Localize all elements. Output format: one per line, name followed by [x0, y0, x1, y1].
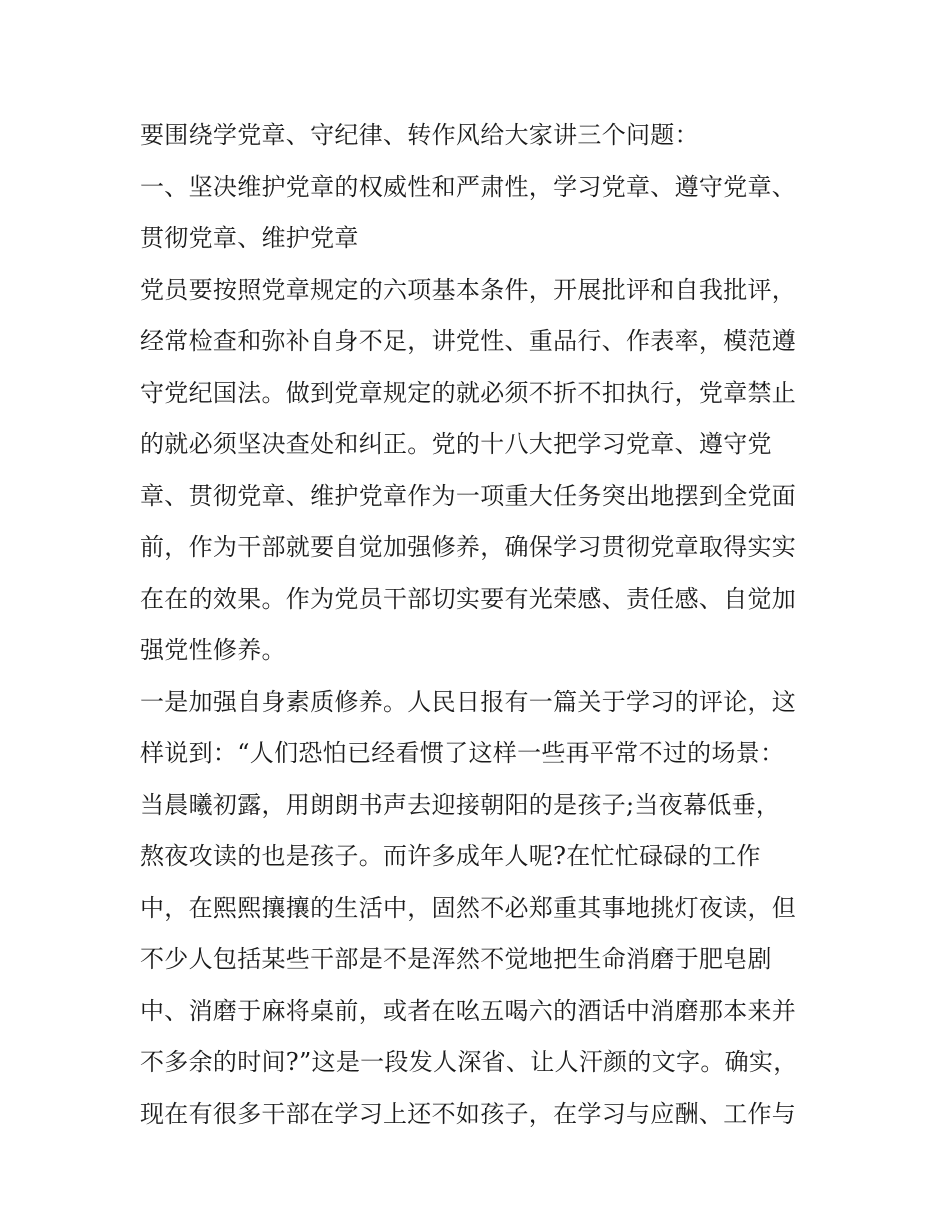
paragraph-line: 熬夜攻读的也是孩子。而许多成年人呢?在忙忙碌碌的工作: [140, 842, 761, 870]
paragraph-line: 一是加强自身素质修养。人民日报有一篇关于学习的评论，这: [140, 687, 797, 716]
paragraph-line: 强党性修养。: [140, 636, 286, 664]
paragraph-line: 守党纪国法。做到党章规定的就必须不折不扣执行，党章禁止: [140, 378, 797, 407]
paragraph-line: 中、消磨于麻将桌前，或者在吆五喝六的酒话中消磨那本来并: [140, 996, 797, 1025]
paragraph-line: 当晨曦初露，用朗朗书声去迎接朝阳的是孩子;当夜幕低垂，: [140, 790, 781, 819]
paragraph-line: 党员要按照党章规定的六项基本条件，开展批评和自我批评，: [140, 275, 797, 304]
paragraph-line: 前，作为干部就要自觉加强修养，确保学习贯彻党章取得实实: [140, 533, 797, 561]
paragraph-line: 不多余的时间?”这是一段发人深省、让人汗颜的文字。确实，: [140, 1048, 798, 1076]
paragraph-line: 经常检查和弥补自身不足，讲党性、重品行、作表率，模范遵: [140, 327, 797, 355]
paragraph-line: 在在的效果。作为党员干部切实要有光荣感、责任感、自觉加: [140, 584, 797, 613]
body-text: [140, 110, 820, 1140]
paragraph-line: 样说到：“人们恐怕已经看惯了这样一些再平常不过的场景：: [140, 739, 785, 767]
paragraph-line: 章、贯彻党章、维护党章作为一项重大任务突出地摆到全党面: [140, 481, 797, 510]
paragraph-line: 不少人包括某些干部是不是浑然不觉地把生命消磨于肥皂剧: [140, 945, 772, 973]
paragraph-line: 现在有很多干部在学习上还不如孩子，在学习与应酬、工作与: [140, 1099, 797, 1128]
intro-line: 要围绕学党章、守纪律、转作风给大家讲三个问题：: [140, 121, 699, 149]
section-heading-line: 一、坚决维护党章的权威性和严肃性，学习党章、遵守党章、: [140, 172, 797, 201]
section-heading-line: 贯彻党章、维护党章: [140, 224, 359, 252]
paragraph-line: 中，在熙熙攘攘的生活中，固然不必郑重其事地挑灯夜读，但: [140, 893, 797, 922]
paragraph-line: 的就必须坚决查处和纠正。党的十八大把学习党章、遵守党: [140, 430, 772, 458]
